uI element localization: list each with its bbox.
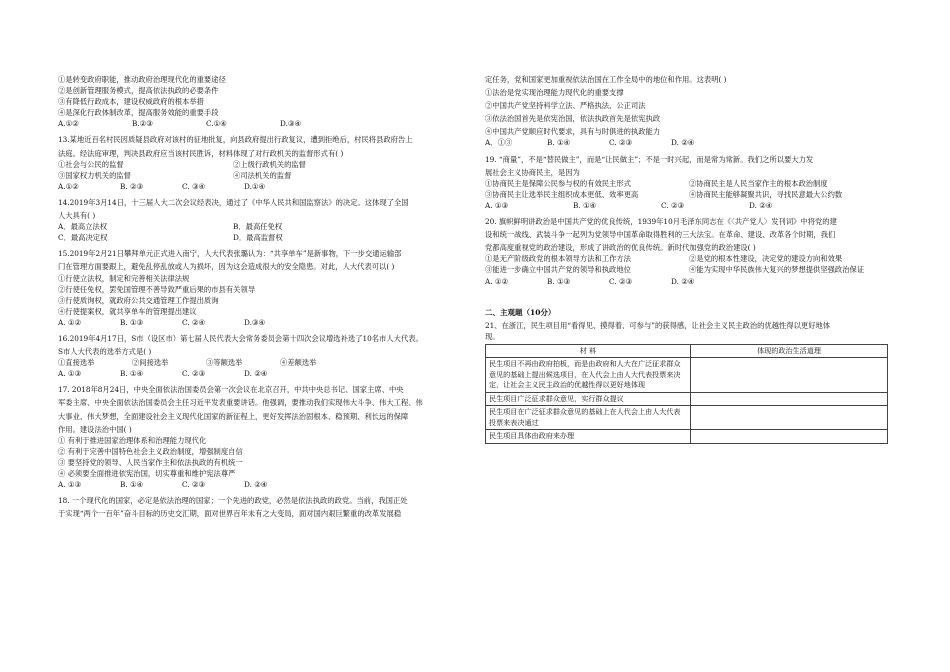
q16-option-1: ①直接选举 <box>58 358 95 368</box>
q18-stem-line-1: 18. 一个现代化的国家，必定是依法治理的国家；一个先进的政党，必然是依法执政的政党。当前，我国正处 <box>58 496 408 506</box>
q19-options-row-2 <box>485 189 893 200</box>
q16-option-4: ④差额选举 <box>280 358 317 368</box>
q17-stem-line-3: 大事业、伟大梦想，全面建设社会主义现代化国家的新征程上，更好发挥法治固根本、稳预期、利长远的保障 <box>58 411 409 421</box>
q18-choice-d: D. ②④ <box>671 138 695 148</box>
q18-option-3: ③依法治国首先是依宪治国，依法执政首先是依宪执政 <box>485 114 661 124</box>
q12-choice-d: D.③④ <box>280 119 301 129</box>
q19-option-4: ④协商民主能够凝聚共识，寻找民意最大公约数 <box>689 189 843 199</box>
q17-stem-line-4: 作用。建设法治中国( ) <box>58 424 132 434</box>
q15-option-4: ④行使提案权，就共享单车的管理提出建议 <box>58 306 197 316</box>
q14-options-row-1 <box>58 221 476 232</box>
q19-choices <box>485 200 893 211</box>
q15-choice-d: D.③④ <box>244 317 265 327</box>
q16-choice-b: B. ①④ <box>120 369 144 379</box>
table-row <box>486 430 888 444</box>
q20-stem-line-1: 20. 旗帜鲜明讲政治是中国共产党的优良传统，1939年10月毛泽东同志在《〈共产党人〉发刊词》中将党的建 <box>485 217 837 227</box>
q14-option-a: A．最高立法权 <box>58 222 108 232</box>
q14-stem-line-2: 人大具有( ) <box>58 211 96 221</box>
table-cell-material: 民生项目具体由政府来办理 <box>486 430 691 444</box>
q16-choices <box>58 368 476 379</box>
table-cell-material: 民生项目在广泛征求群众意见的基础上在人代会上由人大代表投票来表决通过 <box>486 406 691 430</box>
q20-option-3: ③能进一步确立中国共产党的领导和执政地位 <box>485 265 631 275</box>
q17-option-2: ② 有利于完善中国特色社会主义政治制度，增强制度自信 <box>58 446 243 456</box>
table-cell-material: 民生项目不再由政府拍板，而是由政府和人大在广泛征求群众意见的基础上提出候选项目，在人代会上由人大代表投票来决定，让社会主义民主政治的优越性得以更好地体现 <box>486 358 691 393</box>
q14-option-b: B．最高任免权 <box>233 222 283 232</box>
q20-choice-a: A. ①② <box>485 276 508 286</box>
q17-choice-d: D. ②④ <box>244 480 268 490</box>
q12-choice-a: A.①② <box>58 119 79 129</box>
q20-option-2: ②是党的根本性建设，决定党的建设方向和效果 <box>689 254 843 264</box>
q20-choice-b: B. ①③ <box>547 276 571 286</box>
q13-stem-line-1: 13.某地近百名村民因质疑县政府对该村的征地批复，向县政府提出行政复议，遭到拒绝后，村民将县政府告上 <box>58 135 413 145</box>
q20-stem-line-3: 党都高度重视党的政治建设，形成了讲政治的优良传统。新时代加强党的政治建设( ) <box>485 243 756 253</box>
right-column <box>485 74 893 444</box>
table-row <box>486 406 888 430</box>
q16-choice-d: D. ②④ <box>244 369 268 379</box>
q20-stem-line-2: 设和统一战线、武装斗争一起列为党领导中国革命取得胜利的三大法宝。在革命、建设、改革各个时期，我们 <box>485 230 836 240</box>
q17-stem-line-1: 17. 2018年8月24日，中央全面依法治国委员会第一次会议在北京召开，中共中央总书记、国家主席、中央 <box>58 385 404 395</box>
q16-stem-line-2: S市人大代表的选举方式是( ) <box>58 347 152 357</box>
q19-option-1: ①协商民主是保障公民参与权的有效民主形式 <box>485 178 631 188</box>
q17-option-1: ① 有利于推进国家治理体系和治理能力现代化 <box>58 435 207 445</box>
q13-option-2: ②上级行政机关的监督 <box>233 159 306 169</box>
table-row <box>486 392 888 406</box>
q15-option-2: ②行使任免权，罢免国管理不善导致严重后果的市县有关领导 <box>58 284 256 294</box>
q19-options-row-1 <box>485 178 893 189</box>
table-cell-answer[interactable] <box>691 358 888 393</box>
q15-option-1: ①行使立法权，制定和完善相关法律法规 <box>58 273 190 283</box>
q12-choice-b: B.②③ <box>132 119 153 129</box>
table-header-principle: 体现的政治生活道理 <box>691 344 888 358</box>
q18-option-2: ②中国共产党坚持科学立法、严格执法、公正司法 <box>485 101 646 111</box>
q13-options-row-2 <box>58 170 476 181</box>
q13-stem-line-2: 法庭。经法庭审理，判决县政府应当该村民胜诉，材料体现了对行政机关的监督形式有( ) <box>58 148 344 158</box>
q20-options-row-2 <box>485 264 893 275</box>
q14-options-row-2 <box>58 232 476 243</box>
table-cell-answer[interactable] <box>691 392 888 406</box>
table-header-material: 材 料 <box>486 344 691 358</box>
q20-choice-c: C. ②③ <box>609 276 633 286</box>
q20-option-4: ④能为实现中华民族伟大复兴的梦想提供坚强政治保证 <box>689 265 865 275</box>
q15-option-3: ③行使质询权，就政府公共交通管理工作提出质询 <box>58 295 219 305</box>
q19-option-3: ③协商民主让选举民主组织成本更低、效率更高 <box>485 189 639 199</box>
q19-choice-a: A. ①③ <box>485 200 508 210</box>
q19-stem-line-1: 19. “商量”，不是“替民做主”，而是“让民做主”；不是一时兴起，而是常为常新。我们之所以要大力发 <box>485 154 814 164</box>
q14-option-d: D．最高监督权 <box>233 233 283 243</box>
q15-stem-line-1: 15.2019年2月21日攀拜单元正式进入南宁，人大代表张璐认为：“共享单车”是新事物，下一步交通运输部 <box>58 249 402 259</box>
q18-choice-c: C. ②③ <box>609 138 633 148</box>
section-title: 二、主观题（10分） <box>485 307 556 317</box>
q17-choices <box>58 479 476 490</box>
q18-option-4: ④中国共产党顺应时代要求，具有与时俱进的执政能力 <box>485 127 661 137</box>
q12-option-2: ②是创新管理服务模式，提高依法执政的必要条件 <box>58 86 219 96</box>
q19-choice-c: C. ②③ <box>661 200 685 210</box>
q15-choice-c: C. ②④ <box>182 317 206 327</box>
q19-option-2: ②协商民主是人民当家作主的根本政治制度 <box>689 178 828 188</box>
q18-choice-b: B. ①④ <box>547 138 571 148</box>
q20-option-1: ①是无产阶级政党的根本领导方法和工作方法 <box>485 254 631 264</box>
q13-option-4: ④司法机关的监督 <box>233 170 292 180</box>
q13-choice-b: B. ②③ <box>120 181 144 191</box>
q13-choice-d: D.①④ <box>244 181 265 191</box>
q12-option-4: ④是深化行政体制改革，提高服务效能的重要手段 <box>58 108 219 118</box>
q12-option-3: ③有降低行政成本，建设权威政府的根本举措 <box>58 97 204 107</box>
q21-stem-line-1: 21、在浙江，民生项目用“看得见、摸得着、可参与”的获得感，让社会主义民主政治的优越性得以更好地体 <box>485 320 831 330</box>
q16-choice-a: A. ①③ <box>58 369 81 379</box>
q20-choice-d: D. ②④ <box>671 276 695 286</box>
q13-options-row-1 <box>58 159 476 170</box>
q17-choice-c: C. ②③ <box>182 480 206 490</box>
q16-options <box>58 357 476 368</box>
q16-option-2: ②间接选举 <box>132 358 169 368</box>
table-header-row <box>486 344 888 358</box>
q17-option-4: ④ 必须要全面推进依宪治国，切实尊重和维护宪法尊严 <box>58 469 236 478</box>
q18-choice-a: A．①③ <box>485 138 513 148</box>
q15-choice-a: A. ①② <box>58 317 81 327</box>
q18-choices <box>485 137 893 148</box>
q18-stem-continued: 定任务，党和国家更加重视依法治国在工作全局中的地位和作用。这表明( ) <box>485 75 727 84</box>
q12-option-1: ①是转变政府职能，推动政府治理现代化的重要途径 <box>58 75 226 84</box>
table-cell-material: 民生项目广泛征求群众意见，实行群众提议 <box>486 392 691 406</box>
q13-choice-c: C. ③④ <box>182 181 206 191</box>
q13-choice-a: A.①② <box>58 181 79 191</box>
q18-stem-line-2: 于实现“两个一百年”奋斗目标的历史交汇期，面对世界百年未有之大变局，面对国内艰巨繁重的改革发展稳 <box>58 509 402 519</box>
q13-choices <box>58 181 476 192</box>
q19-stem-line-2: 展社会主义协商民主，是因为 <box>485 167 580 177</box>
q19-choice-b: B. ①④ <box>573 200 597 210</box>
q17-choice-a: A. ①③ <box>58 480 81 490</box>
table-cell-answer[interactable] <box>691 430 888 444</box>
q18-option-1: ①法治是党实现治理能力现代化的重要支撑 <box>485 88 624 98</box>
q12-choices <box>58 118 476 129</box>
q17-choice-b: B. ①④ <box>120 480 144 490</box>
q20-options-row-1 <box>485 253 893 264</box>
q20-choices <box>485 276 893 287</box>
q21-stem-line-2: 现。 <box>485 331 500 341</box>
q16-choice-c: C. ②③ <box>182 369 206 379</box>
table-cell-answer[interactable] <box>691 406 888 430</box>
q13-option-3: ③国家权力机关的监督 <box>58 170 131 180</box>
q19-choice-d: D. ②④ <box>749 200 773 210</box>
q21-answer-table <box>485 344 888 444</box>
table-row <box>486 358 888 393</box>
q12-choice-c: C.①④ <box>206 119 227 129</box>
left-column <box>58 74 476 519</box>
q15-choice-b: B. ①③ <box>120 317 144 327</box>
q14-option-c: C．最高决定权 <box>58 233 108 243</box>
q13-option-1: ①社会与公民的监督 <box>58 159 124 169</box>
q16-option-3: ③等额选举 <box>206 358 243 368</box>
q15-choices <box>58 317 476 328</box>
q16-stem-line-1: 16.2019年4月17日，S市（设区市）第七届人民代表大会常务委员会第十四次会议增选补选了10名市人大代表。 <box>58 333 423 343</box>
q17-stem-line-2: 军委主席、中央全面依法治国委员会主任习近平发表重要讲话。他强调，要推动我们实现伟大斗争、伟大工程、伟 <box>58 398 423 408</box>
q15-stem-line-2: 门在管理方面要跟上，避免乱停乱放或人为损坏，因为这会造成很大的安全隐患。对此，人大代表可以( ) <box>58 262 395 272</box>
q17-option-3: ③ 要坚持党的领导、人民当家作主和依法执政的有机统一 <box>58 457 243 467</box>
q14-stem-line-1: 14.2019年3月14日，十三届人大二次会议经表决，通过了《中华人民共和国监察法》的决定。这体现了全国 <box>58 197 409 207</box>
